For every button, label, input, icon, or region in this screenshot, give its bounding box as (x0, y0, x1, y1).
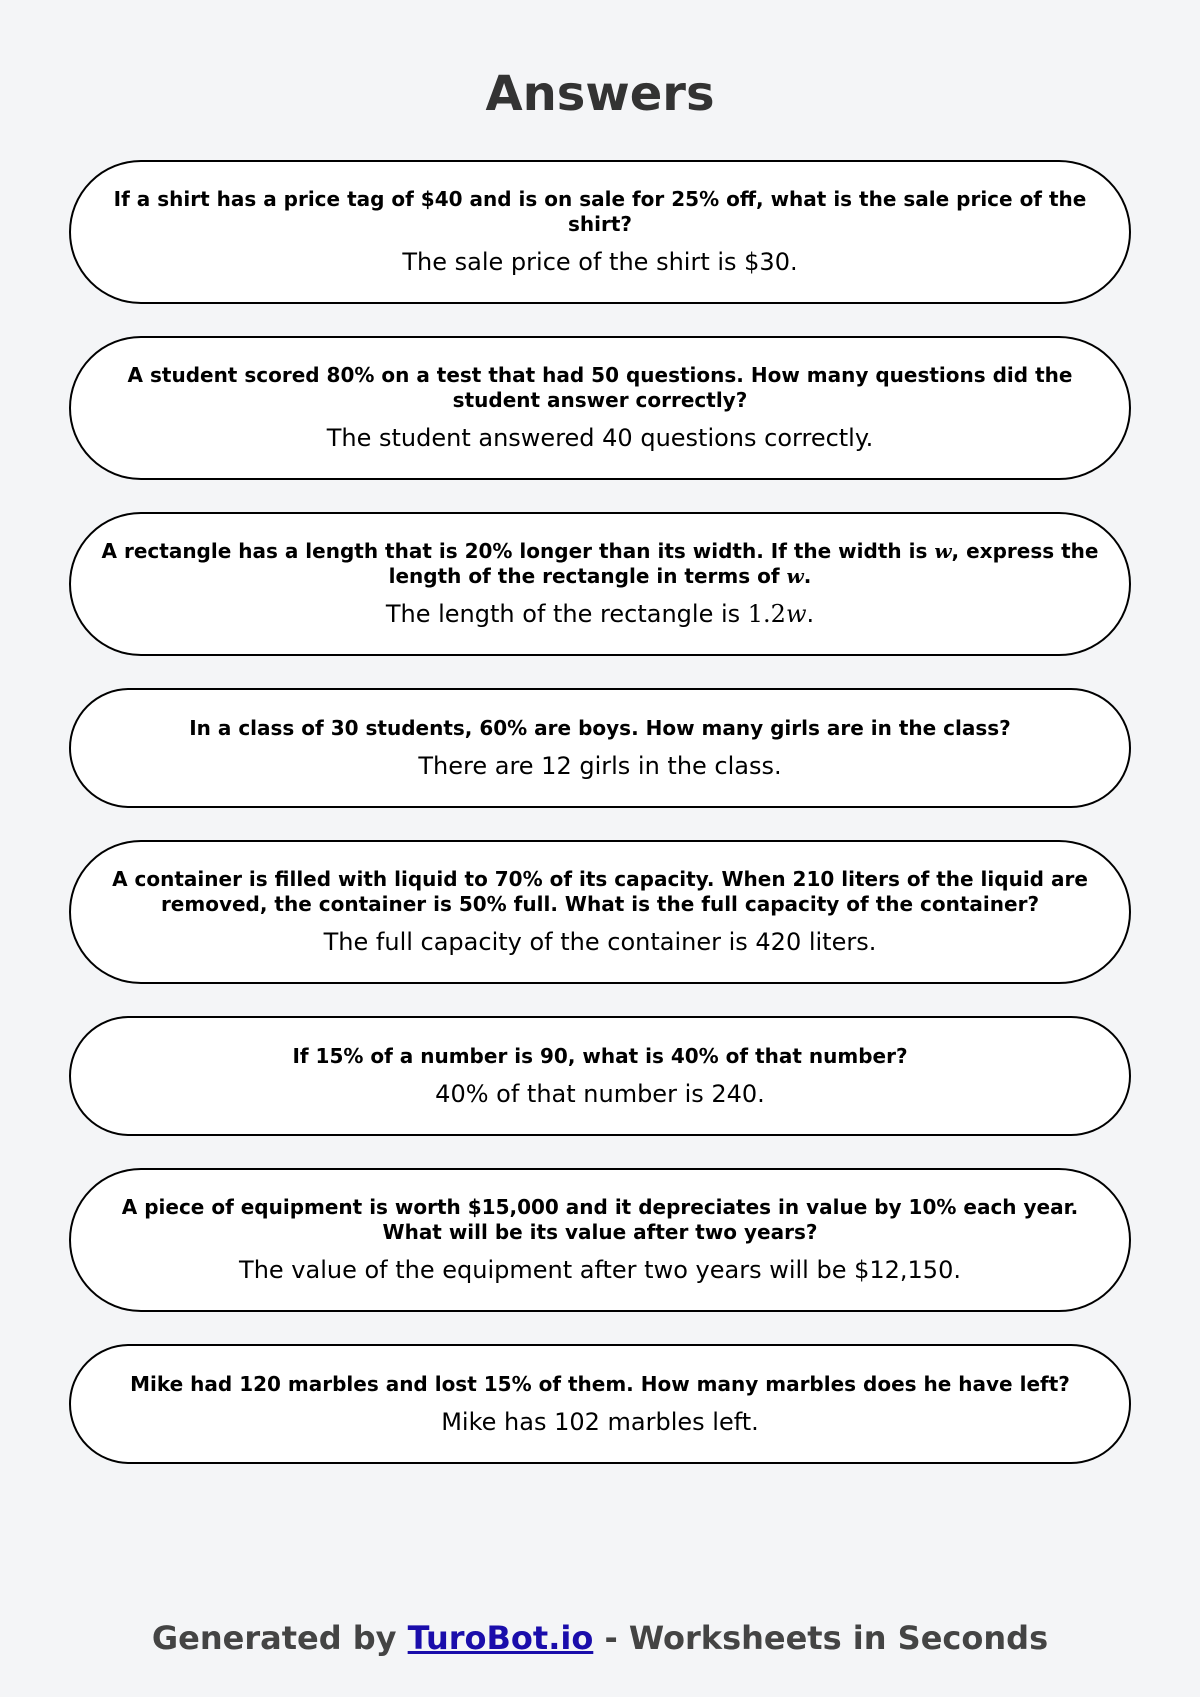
footer-prefix: Generated by (151, 1619, 408, 1657)
answer-text (386, 599, 814, 629)
question-text: Mike had 120 marbles and lost 15% of them. How many marbles does he have left? (130, 1371, 1070, 1396)
answer-text: 40% of that number is 240. (435, 1079, 765, 1108)
answer-card-6 (69, 1016, 1131, 1136)
question-text: A container is filled with liquid to 70% of its capacity. When 210 liters of the liquid are removed, the container is 50% full. What is the full capacity of the container? (112, 867, 1088, 916)
question-text: If 15% of a number is 90, what is 40% of that number? (292, 1043, 908, 1068)
question-text: A student scored 80% on a test that had 50 questions. How many questions did the student answer correctly? (127, 363, 1073, 412)
math-variable: w (934, 539, 952, 563)
answer-card-2 (69, 336, 1131, 480)
footer-suffix: - Worksheets in Seconds (593, 1619, 1049, 1657)
question-text: A piece of equipment is worth $15,000 and it depreciates in value by 10% each year. What will be its value after two years? (121, 1195, 1079, 1244)
answer-text-part: The length of the rectangle is (385, 600, 748, 628)
math-variable: w (785, 600, 807, 628)
question-text (97, 539, 1103, 589)
answer-text-part: . (806, 600, 815, 628)
math-number: 1.2 (747, 600, 786, 628)
page-title: Answers (485, 66, 715, 122)
answer-text: Mike has 102 marbles left. (441, 1407, 759, 1436)
question-text-part: . (803, 564, 812, 588)
answer-card-7 (69, 1168, 1131, 1312)
answer-text: The value of the equipment after two years will be $12,150. (239, 1256, 961, 1284)
answer-text: The student answered 40 questions correctly. (326, 424, 874, 452)
question-text: If a shirt has a price tag of $40 and is on sale for 25% off, what is the sale price of the shirt? (113, 187, 1087, 236)
math-variable: w (786, 564, 804, 588)
answer-card-8 (69, 1344, 1131, 1464)
footer (0, 1618, 1200, 1658)
question-text-part: A rectangle has a length that is 20% longer than its width. If the width is (101, 539, 935, 563)
answer-card-3 (69, 512, 1131, 656)
answer-card-4 (69, 688, 1131, 808)
answer-card-1 (69, 160, 1131, 304)
question-text: In a class of 30 students, 60% are boys. How many girls are in the class? (189, 715, 1011, 740)
answer-text: There are 12 girls in the class. (418, 751, 782, 780)
answer-text: The sale price of the shirt is $30. (402, 248, 798, 276)
answer-text: The full capacity of the container is 420 liters. (323, 928, 877, 956)
turobot-link[interactable]: TuroBot.io (407, 1619, 594, 1657)
question-text-part: , express the length of the rectangle in terms of (388, 539, 1099, 588)
answer-card-5 (69, 840, 1131, 984)
